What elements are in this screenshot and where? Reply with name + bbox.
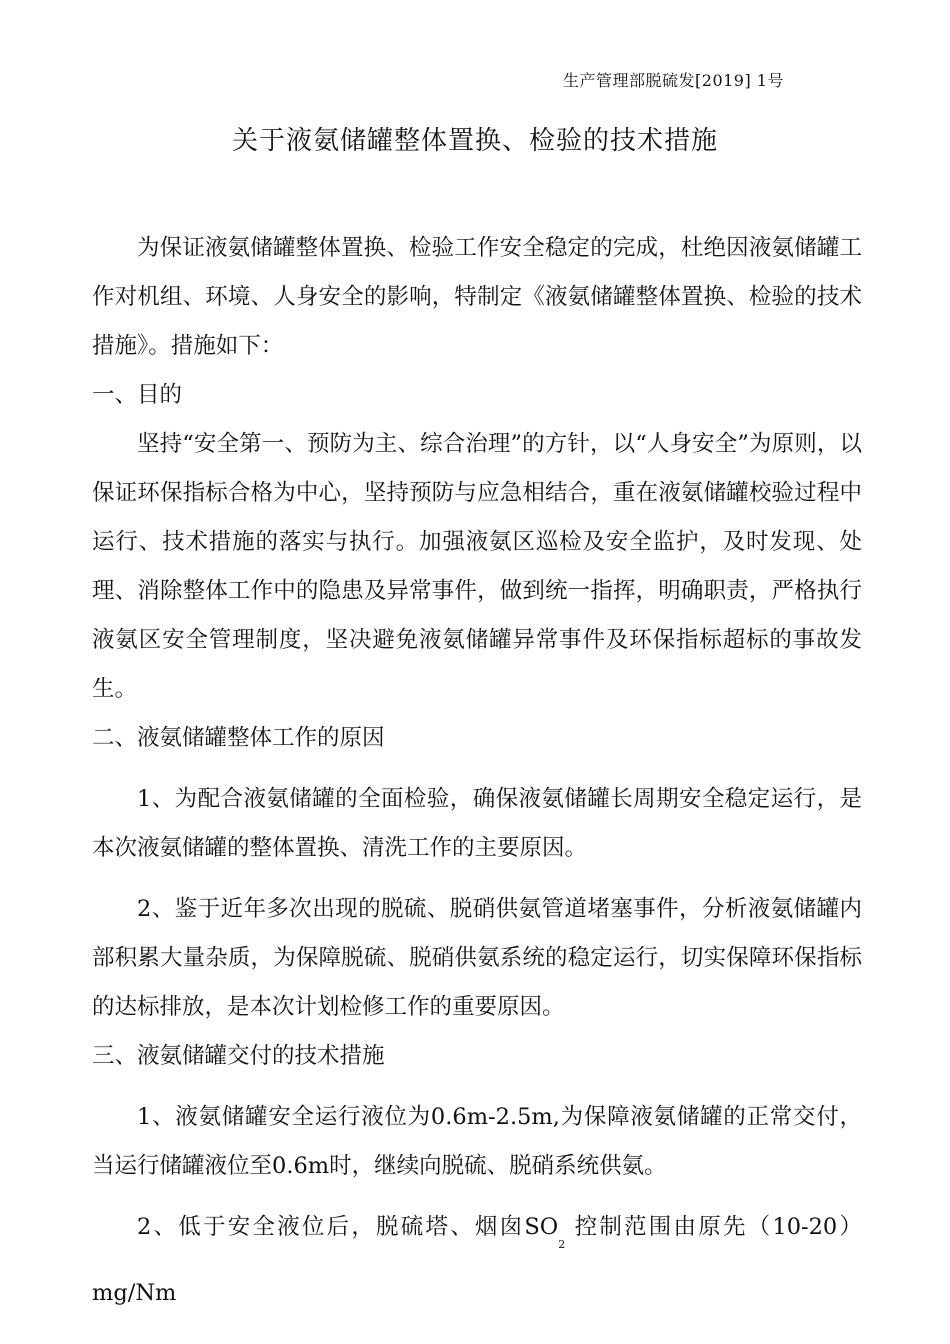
section-paragraph: 1、液氨储罐安全运行液位为0.6m-2.5m,为保障液氨储罐的正常交付，当运行储罐液位至0.6m时，继续向脱硫、脱硝系统供氨。: [92, 1104, 862, 1179]
section-heading-purpose: 一、目的: [92, 382, 183, 408]
section-paragraph: 1、为配合液氨储罐的全面检验，确保液氨储罐长周期安全稳定运行，是本次液氨储罐的整体置换、清洗工作的主要原因。: [92, 786, 862, 861]
paragraph-text: 控制范围由原先（10-20）mg/Nm: [92, 1214, 862, 1306]
section-paragraph: 坚持“安全第一、预防为主、综合治理”的方针，以“人身安全”为原则，以保证环保指标合格为中心，坚持预防与应急相结合，重在液氨储罐校验过程中运行、技术措施的落实与执行。加强液氨区巡检及安全监护，及时发现、处理、消除整体工作中的隐患及异常事件，做到统一指挥，明确职责，严格执行液氨区安全管理制度，坚决避免液氨储罐异常事件及环保指标超标的事故发生。: [92, 431, 862, 702]
document-number: 生产管理部脱硫发[2019] 1号: [563, 71, 784, 90]
paragraph-text: 2、低于安全液位后，脱硫塔、烟囱SO: [137, 1214, 559, 1240]
intro-paragraph: 为保证液氨储罐整体置换、检验工作安全稳定的完成，杜绝因液氨储罐工作对机组、环境、人身安全的影响，特制定《液氨储罐整体置换、检验的技术措施》。措施如下：: [92, 235, 862, 359]
subscript-text: 2: [558, 1238, 566, 1251]
section-heading-measures: 三、液氨储罐交付的技术措施: [92, 1043, 385, 1069]
section-paragraph: 2、鉴于近年多次出现的脱硫、脱硝供氨管道堵塞事件，分析液氨储罐内部积累大量杂质，为保障脱硫、脱硝供氨系统的稳定运行，切实保障环保指标的达标排放，是本次计划检修工作的重要原因。: [92, 896, 862, 1020]
document-body: [92, 224, 862, 1318]
section-paragraph-truncated: [92, 1203, 862, 1318]
document-title: 关于液氨储罐整体置换、检验的技术措施: [231, 126, 718, 156]
section-heading-reasons: 二、液氨储罐整体工作的原因: [92, 725, 385, 751]
